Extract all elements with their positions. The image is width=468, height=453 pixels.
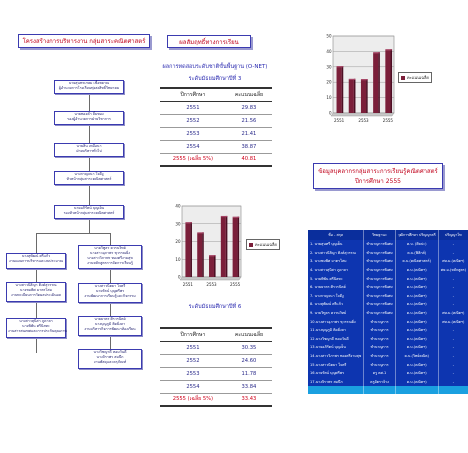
staff-row [308, 274, 468, 283]
y-tick-label: 10 [326, 95, 332, 101]
staff-name-cell: 2. นางสาวนิสิญา ติงค์สุวรรณ [308, 249, 364, 258]
staff-name-header: ชื่อ - สกุล [308, 230, 364, 240]
org-box-line: นางสุพัฒน์ ศรีแก้ว [21, 254, 51, 258]
staff-name-cell: 15.นางสาวนิตยา ใจตรี [308, 360, 364, 369]
org-box-line: งานหลักสูตรการจัดการเรียนรู้ [87, 261, 133, 265]
staff-row [308, 326, 468, 335]
staff-name-cell: 9. นายวิทูลร ควรนวิทย์ [308, 309, 364, 318]
x-tick-label: 2555 [382, 118, 393, 123]
chart-floor [328, 110, 394, 116]
org-box-director [54, 80, 124, 94]
org-box-left-3 [6, 318, 66, 338]
score-cell: 11.78 [226, 367, 272, 380]
y-tick-label: 20 [326, 79, 332, 85]
staff-bachelor-cell: ค.บ.(คณิตฯ) [395, 317, 438, 326]
staff-rank-cell: ชำนาญการพิเศษ [364, 257, 395, 266]
staff-row [308, 352, 468, 361]
bar-top [373, 52, 380, 53]
staff-rank-cell: ชำนาญการพิเศษ [364, 240, 395, 249]
staff-row [308, 335, 468, 344]
year-cell: 2555 (เฉลี่ย 5%) [160, 153, 226, 166]
org-box-line: นางวิชญาดี หอมวันดี [93, 350, 127, 354]
bar [185, 223, 190, 277]
chart-floor [177, 274, 241, 280]
year-cell: 2554 [160, 140, 226, 153]
org-box-deputy1 [54, 111, 124, 125]
org-box-line: ผู้อำนวยการโรงเรียนทุ่งสงสิทธิ์วิทยาคม [58, 86, 120, 90]
achievement-title-text: ผลสัมฤทธิ์ทางการเรียน [179, 39, 239, 46]
y-tick-label: 30 [175, 221, 181, 227]
org-box-line: นางสาววิภาพร ทองศรีงามสุข [87, 256, 133, 260]
org-box-right-1 [78, 245, 142, 269]
score-row [160, 393, 272, 406]
bar-top [185, 222, 192, 223]
staff-name-cell: 13.นายอภิรัตน์ บุญเย็น [308, 343, 364, 352]
org-connector [36, 233, 110, 234]
staff-name-cell: 10.นางสาวอุภาพร ชุวรรณยิ่ง [308, 317, 364, 326]
org-box-line: นายวิทูลร ควรนวิทย์ [94, 246, 126, 250]
y-tick-label: 20 [175, 239, 181, 244]
x-tick-label: 2551 [182, 282, 193, 287]
staff-bachelor-cell: ค.บ.(คณิตฯ) [395, 343, 438, 352]
bar [373, 53, 378, 113]
staff-footer-cell [438, 386, 468, 394]
org-box-right-2 [78, 283, 142, 303]
score-cell: 38.87 [226, 140, 272, 153]
staff-bachelor-cell: ค.บ.(คณิตฯ) [395, 309, 438, 318]
y-tick-label: 50 [326, 33, 332, 39]
org-box-line: นายยาตร ศิรวรนิตย์ [94, 317, 126, 321]
staff-footer-cell [308, 386, 364, 394]
staff-master-cell: - [438, 283, 468, 292]
score-cell: 29.83 [226, 101, 272, 114]
org-box-right-3 [78, 316, 142, 336]
staff-master-cell: - [438, 343, 468, 352]
org-box-line: นางจิราพร สมนึก [96, 355, 124, 359]
staff-name-cell: 17.นางจิราพร สมนึก [308, 378, 364, 387]
org-box-line: นางพิพัน ศรีนิลทะ [22, 324, 50, 328]
score-row [160, 127, 272, 140]
staff-bachelor-cell: ค.บ.(คณิตฯ) [395, 360, 438, 369]
staff-footer-cell [364, 386, 395, 394]
org-box-right-4 [78, 349, 142, 369]
legend-label: คะแนนเฉลี่ย [255, 242, 277, 247]
score-cell: 21.56 [226, 114, 272, 127]
staff-master-cell: ศษ.ม.(คณิตฯ) [438, 317, 468, 326]
staff-bachelor-cell: ค.บ.(คณิตฯ) [395, 335, 438, 344]
staff-name-cell: 16.นายรัตน์ บุญศรีพร [308, 369, 364, 378]
x-tick-label: 2553 [358, 118, 369, 123]
org-box-line: นางสาวอุภาพร ชุวรรณยิ่ง [90, 251, 130, 255]
score-cell: 40.81 [226, 153, 272, 166]
score-header: คะแนนเฉลี่ย [226, 328, 272, 341]
staff-bachelor-cell: ค.บ.(คณิตฯ) [395, 378, 438, 387]
score-row [160, 140, 272, 153]
staff-bachelor-cell: ค.บ.(คณิตฯ) [395, 292, 438, 301]
year-cell: 2552 [160, 114, 226, 127]
bar [221, 217, 226, 277]
x-tick-label: 2551 [334, 118, 345, 123]
level2-caption: ระดับมัธยมศึกษาปีที่ 6 [188, 304, 242, 310]
staff-row [308, 249, 468, 258]
staff-name-cell: 7. นางกาญจนา ใจดีงู [308, 292, 364, 301]
onet-m3-table [160, 87, 272, 167]
staff-rank-cell: ครู คศ.1 [364, 369, 395, 378]
org-box-head [54, 171, 124, 185]
bar-top [337, 66, 344, 67]
staff-row [308, 300, 468, 309]
achievement-title [167, 35, 251, 48]
staff-row [308, 283, 468, 292]
y-tick-label: 10 [175, 256, 181, 262]
score-cell: 21.41 [226, 127, 272, 140]
staff-row [308, 257, 468, 266]
staff-rank-cell: ชำนาญการพิเศษ [364, 249, 395, 258]
score-cell: 33.84 [226, 380, 272, 393]
staff-table [307, 230, 468, 394]
org-box-line: งานแผนการบริหารและงบประมาณ [8, 259, 64, 263]
year-cell: 2554 [160, 380, 226, 393]
org-box-line: นางสาวสุนิสา ภูดาลา [19, 319, 53, 323]
bar [385, 50, 390, 113]
staff-rank-cell: ชำนาญการ [364, 343, 395, 352]
staff-master-cell: - [438, 326, 468, 335]
bar-top [197, 232, 204, 233]
year-cell: 2551 [160, 101, 226, 114]
staff-bachelor-cell: ค.บ.(คณิตฯ) [395, 300, 438, 309]
bar-top [233, 217, 240, 218]
staff-title-line2: ปีการศึกษา 2555 [355, 178, 401, 185]
staff-row [308, 266, 468, 275]
staff-name-cell: 4. นางสาวสุนิสา ภูดาลา [308, 266, 364, 275]
staff-bachelor-cell: ค.บ.(คณิตฯ) [395, 369, 438, 378]
staff-row [308, 369, 468, 378]
staff-rank-cell: ชำนาญการพิเศษ [364, 300, 395, 309]
staff-rank-cell: ครูอัตราจ้าง [364, 378, 395, 387]
org-box-line: นางบุญภูมิ ติดยิ่งลา [94, 322, 126, 326]
score-row [160, 341, 272, 354]
staff-bachelor-cell: ค.บ.(วิทย์คณิต) [395, 352, 438, 361]
org-box-line: งานพัสดุและครุภัณฑ์ [93, 360, 127, 364]
org-chart-title-text: โครงสร้างการบริหารงาน กลุ่มสาระคณิตศาสตร์ [22, 38, 146, 45]
org-box-line: งานพัฒนาการเรียนรู้และกิจกรรม [84, 294, 136, 298]
x-tick-label: 2553 [206, 282, 217, 287]
staff-bachelor-cell: ค.บ. (ศิลปะ) [395, 240, 438, 249]
org-chart-title [18, 34, 150, 48]
staff-master-header: ปริญญาโท [438, 230, 468, 240]
staff-bachelor-cell: ค.บ.(ฟิสิกส์) [395, 249, 438, 258]
bar [349, 80, 354, 113]
staff-name-cell: 12.นางวิชญาดี หอมวันดี [308, 335, 364, 344]
org-box-left-2 [6, 282, 66, 302]
bar-side [378, 52, 380, 113]
org-box-line: งานบริหารกิจการพัฒนาห้องเรียน [84, 327, 136, 331]
staff-footer-cell [395, 386, 438, 394]
bar-side [390, 49, 392, 113]
onet-m6-table [160, 327, 272, 407]
legend-label: คะแนนเฉลี่ย [407, 75, 429, 80]
staff-bachelor-cell: ค.บ.(คณิตฯ) [395, 266, 438, 275]
score-row [160, 367, 272, 380]
org-box-line: นายทองคำ ลิ้มทอง [74, 112, 104, 116]
bar-side [226, 216, 228, 277]
org-box-line: นางกาญจนา ใจดีงู [74, 172, 104, 176]
bar-top [209, 255, 216, 256]
bar-side [354, 79, 356, 113]
org-box-line: นางชมพิศ มาตรโสม [20, 288, 52, 292]
staff-master-cell: - [438, 369, 468, 378]
staff-master-cell: ศษ.ม.(คณิตฯ) [438, 257, 468, 266]
staff-master-cell: - [438, 352, 468, 361]
org-box-line: นายสุนทรเกษม เชื้อชยาณ [68, 81, 110, 85]
org-box-deputy2 [54, 143, 124, 157]
score-header: คะแนนเฉลี่ย [226, 88, 272, 101]
staff-row [308, 343, 468, 352]
level1-caption: ระดับมัธยมศึกษาปีที่ 3 [188, 76, 242, 82]
onet-m3-chart-wrap [324, 33, 396, 129]
onet-m3-chart [324, 33, 396, 125]
org-box-line: นายรัตน์ บุญศรีพร [95, 289, 125, 293]
org-box-line: ฝ่ายบริหารทั่วไป [76, 149, 102, 153]
onet-m6-chart [173, 203, 243, 289]
staff-row [308, 317, 468, 326]
y-tick-label: 0 [328, 110, 332, 116]
staff-rank-cell: ชำนาญการ [364, 352, 395, 361]
staff-rank-cell: ชำนาญการ [364, 360, 395, 369]
staff-master-cell: - [438, 378, 468, 387]
staff-master-cell: ศษ.ม.(คณิตฯ) [438, 309, 468, 318]
staff-master-cell: - [438, 300, 468, 309]
staff-bachelor-cell: ค.บ.(คณิตศาสตร์) [395, 257, 438, 266]
score-row [160, 101, 272, 114]
y-tick-label: 0 [177, 274, 181, 280]
score-row [160, 153, 272, 166]
org-box-line: นายสิน เหมือนา [76, 144, 102, 148]
year-header: ปีการศึกษา [160, 328, 226, 341]
score-cell: 24.60 [226, 354, 272, 367]
staff-rank-header: วิทยฐานะ [364, 230, 395, 240]
x-tick-label: 2555 [230, 282, 241, 287]
bar-side [342, 66, 344, 113]
staff-row [308, 309, 468, 318]
bar-top [361, 79, 368, 80]
staff-bachelor-header: วุฒิการศึกษา ปริญญาตรี [395, 230, 438, 240]
org-box-line: นายอภิรัตน์ บุญเย็น [73, 206, 105, 210]
staff-row [308, 240, 468, 249]
staff-name-cell: 8. นางสุพัฒน์ ศรีแก้ว [308, 300, 364, 309]
staff-row [308, 360, 468, 369]
org-connector [89, 219, 90, 233]
staff-master-cell: ศษ.ม.(หลักสูตร) [438, 266, 468, 275]
staff-name-cell: 1. นายสุนทรี บุญเย็น [308, 240, 364, 249]
score-row [160, 380, 272, 393]
staff-name-cell: 3. นางชมพิศ มาตรโสม [308, 257, 364, 266]
year-cell: 2551 [160, 341, 226, 354]
staff-master-cell: - [438, 249, 468, 258]
bar-side [214, 255, 216, 277]
bar-side [238, 217, 240, 277]
bar [361, 80, 366, 113]
staff-rank-cell: ชำนาญการพิเศษ [364, 266, 395, 275]
staff-master-cell: - [438, 274, 468, 283]
org-box-vice [54, 205, 124, 219]
org-box-line: หัวหน้ากลุ่มสาระคณิตศาสตร์ [66, 177, 112, 181]
staff-rank-cell: ชำนาญการพิเศษ [364, 292, 395, 301]
staff-bachelor-cell: ค.บ.(คณิตฯ) [395, 274, 438, 283]
onet-caption: ผลการทดสอบระดับชาติขั้นพื้นฐาน (O-NET) [162, 64, 268, 70]
staff-rank-cell: ชำนาญการ [364, 317, 395, 326]
staff-rank-cell: ชำนาญการพิเศษ [364, 309, 395, 318]
y-tick-label: 40 [175, 203, 181, 209]
staff-title [313, 163, 443, 189]
staff-name-cell: 11.นางบุญภูมิ ติดยิ่งลา [308, 326, 364, 335]
staff-rank-cell: ชำนาญการ [364, 335, 395, 344]
staff-master-cell: - [438, 292, 468, 301]
staff-name-cell: 5. นายพิพัน ศรีนิลทะ [308, 274, 364, 283]
y-tick-label: 30 [326, 64, 332, 70]
org-box-line: งานสารสนเทศและการประกันคุณภาพ [8, 329, 67, 333]
bar [337, 67, 342, 113]
staff-master-cell: - [438, 335, 468, 344]
staff-title-line1: ข้อมูลบุคลากรกลุ่มสาระการเรียนรู้คณิตศาสตร์ [318, 168, 438, 175]
chart2-legend [246, 239, 280, 250]
org-box-line: งานทะเบียนการวัดผลประเมินผล [11, 293, 61, 297]
legend-swatch [249, 243, 253, 247]
staff-rank-cell: ชำนาญการ [364, 326, 395, 335]
org-box-line: นางสาวนิตยา ใจตรี [94, 284, 126, 288]
staff-row [308, 378, 468, 387]
y-tick-label: 40 [326, 48, 332, 54]
bar-top [385, 49, 392, 50]
onet-m6-chart-wrap [173, 203, 243, 293]
bar [197, 233, 202, 277]
score-cell: 33.43 [226, 393, 272, 406]
org-box-line: รองผู้อำนวยการฝ่ายวิชาการ [67, 117, 111, 121]
score-cell: 30.35 [226, 341, 272, 354]
staff-bachelor-cell: ค.บ.(คณิตฯ) [395, 283, 438, 292]
bar-side [366, 79, 368, 113]
bar-top [349, 79, 356, 80]
bar [209, 256, 214, 277]
score-row [160, 114, 272, 127]
org-box-left-1 [6, 253, 66, 269]
year-header: ปีการศึกษา [160, 88, 226, 101]
staff-rank-cell: ชำนาญการพิเศษ [364, 274, 395, 283]
score-row [160, 354, 272, 367]
year-cell: 2553 [160, 367, 226, 380]
staff-rank-cell: ชำนาญการพิเศษ [364, 283, 395, 292]
year-cell: 2553 [160, 127, 226, 140]
staff-master-cell: - [438, 360, 468, 369]
staff-master-cell: - [438, 240, 468, 249]
bar-side [190, 222, 192, 277]
bar [233, 218, 238, 277]
staff-name-cell: 6. นายยาตร ศิรวรนิตย์ [308, 283, 364, 292]
org-box-line: รองหัวหน้ากลุ่มสาระคณิตศาสตร์ [63, 211, 115, 215]
bar-side [202, 232, 204, 277]
staff-row [308, 292, 468, 301]
chart1-legend [398, 72, 432, 83]
org-box-line: นางสาวนิสิญา ติงค์สุวรรณ [15, 283, 57, 287]
bar-top [221, 216, 228, 217]
staff-bachelor-cell: ค.บ.(คณิตฯ) [395, 326, 438, 335]
staff-name-cell: 14.นางสาววิภาพร ทองศรีงามสุข [308, 352, 364, 361]
year-cell: 2555 (เฉลี่ย 5%) [160, 393, 226, 406]
year-cell: 2552 [160, 354, 226, 367]
legend-swatch [401, 76, 405, 80]
